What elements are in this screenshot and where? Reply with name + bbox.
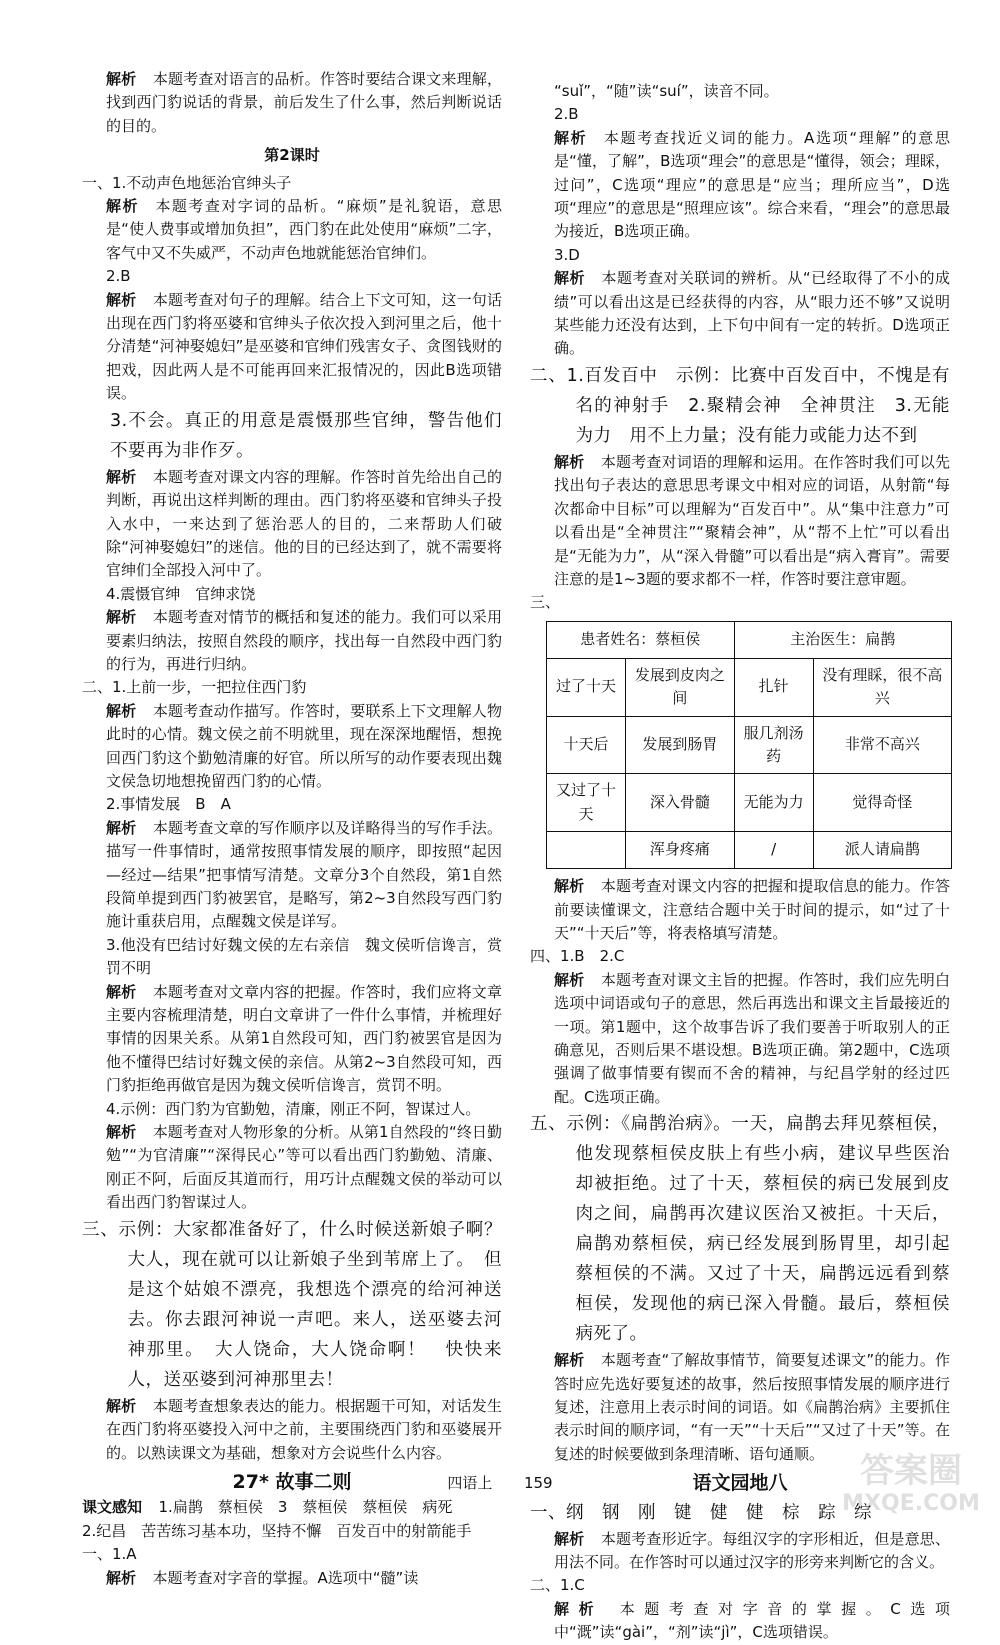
table-row xyxy=(547,774,952,832)
keyword-label: 解析 xyxy=(106,608,137,627)
paragraph-text: 一、1.不动声色地惩治官绅头子 xyxy=(82,173,292,192)
keyword-label: 解析 xyxy=(106,701,137,720)
table-cell: 又过了十天 xyxy=(547,774,626,832)
table-cell: 服几剂汤药 xyxy=(734,716,813,774)
answer-line xyxy=(82,144,502,167)
paragraph-text: 三、示例：大家都准备好了，什么时候送新娘子啊？ 大人，现在就可以让新娘子坐到苇席上了。 但是这个姑娘不漂亮，我想选个漂亮的给河神送去。你去跟河神说一声吧。来人，送巫婆去河神那里。 大人饶命，大人饶命啊！ 快快来人，送巫婆到河神那里去！ xyxy=(82,1219,520,1390)
table-cell: 发展到皮肉之间 xyxy=(626,658,735,716)
table-cell: 非常不高兴 xyxy=(813,716,951,774)
paragraph-text: 本题考查对课文内容的理解。作答时首先给出自己的判断，再说出这样判断的理由。西门豹将巫婆和官绅头子投入水中，一来达到了惩治恶人的目的，二来帮助人们破除“河神娶媳妇”的迷信。他的目的已经达到了，就不需要将官绅们全部投入河中了。 xyxy=(106,467,502,580)
analysis-paragraph xyxy=(82,606,502,676)
analysis-paragraph xyxy=(82,68,502,138)
paragraph-text: 本题考查对字音的掌握。C选项中“溉”读“gài”，“剂”读“jì”，C选项错误。 xyxy=(554,1599,950,1642)
answer-line xyxy=(530,1574,950,1597)
answer-line xyxy=(82,1098,502,1121)
table-cell: 派人请扁鹊 xyxy=(813,832,951,869)
answer-line xyxy=(530,1109,950,1349)
paragraph-text: 27* 故事二则 xyxy=(232,1470,352,1493)
answer-line xyxy=(82,172,502,195)
answer-line xyxy=(530,591,950,614)
analysis-paragraph xyxy=(82,1121,502,1215)
keyword-label: 解析 xyxy=(554,877,585,896)
paragraph-text: “suǐ”，“随”读“suí”，读音不同。 xyxy=(554,82,779,100)
paragraph-text: 本题考查对课文内容的把握和提取信息的能力。作答前要读懂课文，注意结合题中关于时间的提示，如“过了十天”“十天后”等，将表格填写清楚。 xyxy=(554,877,950,942)
keyword-label: 解析 xyxy=(106,197,139,216)
paragraph-text: 二、1.上前一步，一把拉住西门豹 xyxy=(82,678,307,697)
table-cell: 浑身疼痛 xyxy=(626,832,735,869)
paragraph-text: 本题考查文章的写作顺序以及详略得当的写作手法。描写一件事情时，通常按照事情发展的顺序，即按照“起因—经过—结果”把事情写清楚。文章分3个自然段，第1自然段简单提到西门豹被罢官，是略写，第2~3自然段写西门豹施计重获启用，点醒魏文侯是详写。 xyxy=(106,818,502,931)
table-cell: 扎针 xyxy=(734,658,813,716)
keyword-label: 解析 xyxy=(106,1123,137,1142)
paragraph-text: 五、示例：《扁鹊治病》。一天，扁鹊去拜见蔡桓侯，他发现蔡桓侯皮肤上有些小病，建议早些医治却被拒绝。过了十天，蔡桓侯的病已发展到皮肉之间，扁鹊再次建议医治又被拒。十天后，扁鹊劝蔡桓侯，病已经发展到肠胃里，却引起蔡桓侯的不满。又过了十天，扁鹊远远看到蔡桓侯，发现他的病已深入骨髓。最后，蔡桓侯病死了。 xyxy=(530,1114,950,1345)
answer-line xyxy=(530,244,950,267)
table-header-cell: 主治医生：扁鹊 xyxy=(734,621,951,658)
answer-line xyxy=(530,80,950,103)
paragraph-text: 二、1.C xyxy=(530,1576,585,1595)
table-cell xyxy=(547,832,626,869)
paragraph-text: 四、1.B 2.C xyxy=(530,947,625,966)
paragraph-text: 第2课时 xyxy=(264,146,320,165)
keyword-label: 课文感知 xyxy=(82,1498,143,1517)
table-cell: 没有理睬，很不高兴 xyxy=(813,658,951,716)
paragraph-text: 4.震慑官绅 官绅求饶 xyxy=(106,584,256,603)
answer-line xyxy=(82,1520,502,1543)
table-cell: 觉得奇怪 xyxy=(813,774,951,832)
table-cell: 过了十天 xyxy=(547,658,626,716)
table-header-cell: 患者姓名：蔡桓侯 xyxy=(547,621,735,658)
answer-line xyxy=(530,945,950,968)
analysis-paragraph xyxy=(82,1567,502,1590)
keyword-label: 解析 xyxy=(554,970,585,989)
paragraph-text: 本题考查对字词的品析。“麻烦”是礼貌语，意思是“使人费事或增加负担”，西门豹在此处使用“麻烦”二字，客气中又不失威严，不动声色地就能惩治官绅们。 xyxy=(106,197,502,262)
watermark-url: MXQE.COM xyxy=(842,1491,980,1516)
analysis-paragraph xyxy=(530,1598,950,1645)
analysis-paragraph xyxy=(530,875,950,945)
keyword-label: 解析 xyxy=(106,982,137,1001)
footer-subject: 四语上 xyxy=(447,1474,493,1492)
case-table xyxy=(546,621,952,869)
left-column xyxy=(82,68,520,1590)
paragraph-text: 3.他没有巴结讨好魏文侯的左右亲信 魏文侯听信谗言，赏罚不明 xyxy=(106,935,502,978)
answer-line xyxy=(82,406,502,466)
keyword-label: 解析 xyxy=(106,1568,137,1587)
paragraph-text: 一、1.A xyxy=(82,1545,137,1564)
table-cell: 十天后 xyxy=(547,716,626,774)
paragraph-text: 2.B xyxy=(106,267,131,286)
answer-line xyxy=(82,793,502,816)
paragraph-text: 一、纲 钢 刚 键 健 健 棕 踪 综 xyxy=(530,1502,872,1523)
answer-line xyxy=(530,361,950,451)
table-row xyxy=(547,832,952,869)
keyword-label: 解析 xyxy=(106,1396,137,1415)
keyword-label: 解析 xyxy=(554,452,585,471)
paragraph-text: 本题考查对文章内容的把握。作答时，我们应将文章主要内容梳理清楚，明白文章讲了一件什么事情，并梳理好事情的因果关系。从第1自然段可知，西门豹被罢官是因为他不懂得巴结讨好魏文侯的亲信。从第2~3自然段可知，西门豹拒绝再做官是因为魏文侯听信谗言，赏罚不明。 xyxy=(106,982,502,1095)
paragraph-text: 本题考查对情节的概括和复述的能力。我们可以采用要素归纳法，按照自然段的顺序，找出每一自然段中西门豹的行为，再进行归纳。 xyxy=(106,608,502,673)
analysis-paragraph xyxy=(82,289,502,406)
keyword-label: 解析 xyxy=(106,70,137,88)
page-number: 159 xyxy=(523,1474,553,1492)
analysis-paragraph xyxy=(82,195,502,265)
table-cell: / xyxy=(734,832,813,869)
paragraph-text: 语文园地八 xyxy=(692,1472,788,1495)
answer-line xyxy=(82,676,502,699)
right-column xyxy=(530,80,950,1645)
keyword-label: 解析 xyxy=(554,269,585,288)
analysis-paragraph xyxy=(82,1395,502,1465)
paragraph-text: 二、1.百发百中 示例：比赛中百发百中，不愧是有名的神射手 2.聚精会神 全神贯注 3.无能为力 用不上力量；没有能力或能力达不到 xyxy=(530,365,950,446)
analysis-paragraph xyxy=(530,267,950,361)
paragraph-text: 1.扁鹊 蔡桓侯 3 蔡桓侯 蔡桓侯 病死 xyxy=(158,1498,453,1517)
paragraph-text: 本题考查对字音的掌握。A选项中“髓”读 xyxy=(152,1568,419,1587)
paragraph-text: 本题考查对人物形象的分析。从第1自然段的“终日勤勉”“为官清廉”“深得民心”等可以看出西门豹勤勉、清廉、刚正不阿，后面反其道而行，用巧计点醒魏文侯的举动可以看出西门豹智谋过人。 xyxy=(106,1123,502,1212)
keyword-label: 解析 xyxy=(554,1351,585,1370)
paragraph-text: 本题考查“了解故事情节，简要复述课文”的能力。作答时应先选好要复述的故事，然后按照事情发展的顺序进行复述，注意用上表示时间的词语。如《扁鹊治病》主要抓住表示时间的顺序词，“有一天”“十天后”“又过了十天”等。在复述的时候要做到条理清晰、语句通顺。 xyxy=(554,1351,950,1463)
paragraph-text: 本题考查动作描写。作答时，要联系上下文理解人物此时的心情。魏文侯之前不明就里，现在深深地醒悟，想挽回西门豹这个勤勉清廉的好官。所以所写的动作要表现出魏文侯急切地想挽留西门豹的心情。 xyxy=(106,701,502,790)
table-row xyxy=(547,658,952,716)
analysis-paragraph xyxy=(530,969,950,1109)
analysis-paragraph xyxy=(530,127,950,244)
paragraph-text: 2.纪昌 苦苦练习基本功，坚持不懈 百发百中的射箭能手 xyxy=(82,1521,472,1540)
watermark-logo xyxy=(836,1438,986,1518)
paragraph-text: 2.事情发展 B A xyxy=(106,795,231,814)
answer-line xyxy=(82,1215,520,1395)
paragraph-text: 本题考查形近字。每组汉字的字形相近，但是意思、用法不同。在作答时可以通过汉字的形旁来判断它的含义。 xyxy=(554,1529,950,1572)
analysis-paragraph xyxy=(82,700,502,794)
table-header-row xyxy=(547,621,952,658)
paragraph-text: 三、 xyxy=(530,593,561,612)
answer-line xyxy=(82,934,502,981)
analysis-paragraph xyxy=(530,1528,950,1575)
paragraph-text: 2.B xyxy=(554,105,579,124)
analysis-paragraph xyxy=(530,451,950,591)
paragraph-text: 本题考查对句子的理解。结合上下文可知，这一句话出现在西门豹将巫婆和官绅头子依次投入到河里之后，他十分清楚“河神娶媳妇”是巫婆和官绅们残害女子、贪图钱财的把戏，因此两人是不可能再回来汇报情况的，因此B选项错误。 xyxy=(106,290,502,403)
paragraph-text: 本题考查对词语的理解和运用。在作答时我们可以先找出句子表达的意思思考课文中相对应的词语，从射箭“每次都命中目标”可以理解为“百发百中”。从“集中注意力”可以看出是“全神贯注”“聚精会神”，从“帮不上忙”可以看出是“无能为力”，从“深入骨髓”可以看出是“病入膏肓”。需要注意的是1~3题的要求都不一样，作答时要注意审题。 xyxy=(554,452,950,588)
paragraph-text: 3.D xyxy=(554,245,580,264)
answer-line xyxy=(82,583,502,606)
keyword-label: 解析 xyxy=(554,128,588,147)
keyword-label: 解析 xyxy=(554,1599,604,1618)
answer-line xyxy=(82,1496,502,1519)
table-cell: 无能为力 xyxy=(734,774,813,832)
watermark-text: 答案圈 xyxy=(860,1451,962,1491)
table-row xyxy=(547,716,952,774)
paragraph-text: 3.不会。真正的用意是震慑那些官绅，警告他们不要再为非作歹。 xyxy=(110,410,502,461)
answer-line xyxy=(82,265,502,288)
paragraph-text: 4.示例：西门豹为官勤勉，清廉，刚正不阿，智谋过人。 xyxy=(106,1099,481,1118)
analysis-paragraph xyxy=(82,981,502,1098)
keyword-label: 解析 xyxy=(554,1529,585,1548)
analysis-paragraph xyxy=(82,466,502,583)
keyword-label: 解析 xyxy=(106,290,137,309)
paragraph-text: 本题考查对关联词的辨析。从“已经取得了不小的成绩”可以看出这是已经获得的内容，从“眼力还不够”又说明某些能力还没有达到，上下句中间有一定的转折。D选项正确。 xyxy=(554,269,950,358)
keyword-label: 解析 xyxy=(106,467,137,486)
table-cell: 深入骨髓 xyxy=(626,774,735,832)
answer-line xyxy=(530,103,950,126)
paragraph-text: 本题考查对语言的品析。作答时要结合课文来理解，找到西门豹说话的背景，前后发生了什么事，然后判断说话的目的。 xyxy=(106,70,502,135)
paragraph-text: 本题考查对课文主旨的把握。作答时，我们应先明白选项中词语或句子的意思，然后再选出和课文主旨最接近的一项。第1题中，这个故事告诉了我们要善于听取别人的正确意见，否则后果不堪设想。B选项正确。第2题中，C选项强调了做事情要有锲而不舍的精神，与纪昌学射的经过匹配。C选项正确。 xyxy=(554,970,950,1106)
table-cell: 发展到肠胃 xyxy=(626,716,735,774)
keyword-label: 解析 xyxy=(106,818,137,837)
answer-line xyxy=(82,1543,502,1566)
analysis-paragraph xyxy=(82,817,502,934)
paragraph-text: 本题考查找近义词的能力。A选项“理解”的意思是“懂，了解”，B选项“理会”的意思是“懂得，领会；理睬，过问”，C选项“理应”的意思是“应当；理所应当”，D选项“理应”的意思是“照理应该”。综合来看，“理会”的意思最为接近，B选项正确。 xyxy=(554,128,950,241)
paragraph-text: 本题考查想象表达的能力。根据题干可知，对话发生在西门豹将巫婆投入河中之前，主要围绕西门豹和巫婆展开的。以熟读课文为基础，想象对方会说些什么内容。 xyxy=(106,1396,502,1462)
